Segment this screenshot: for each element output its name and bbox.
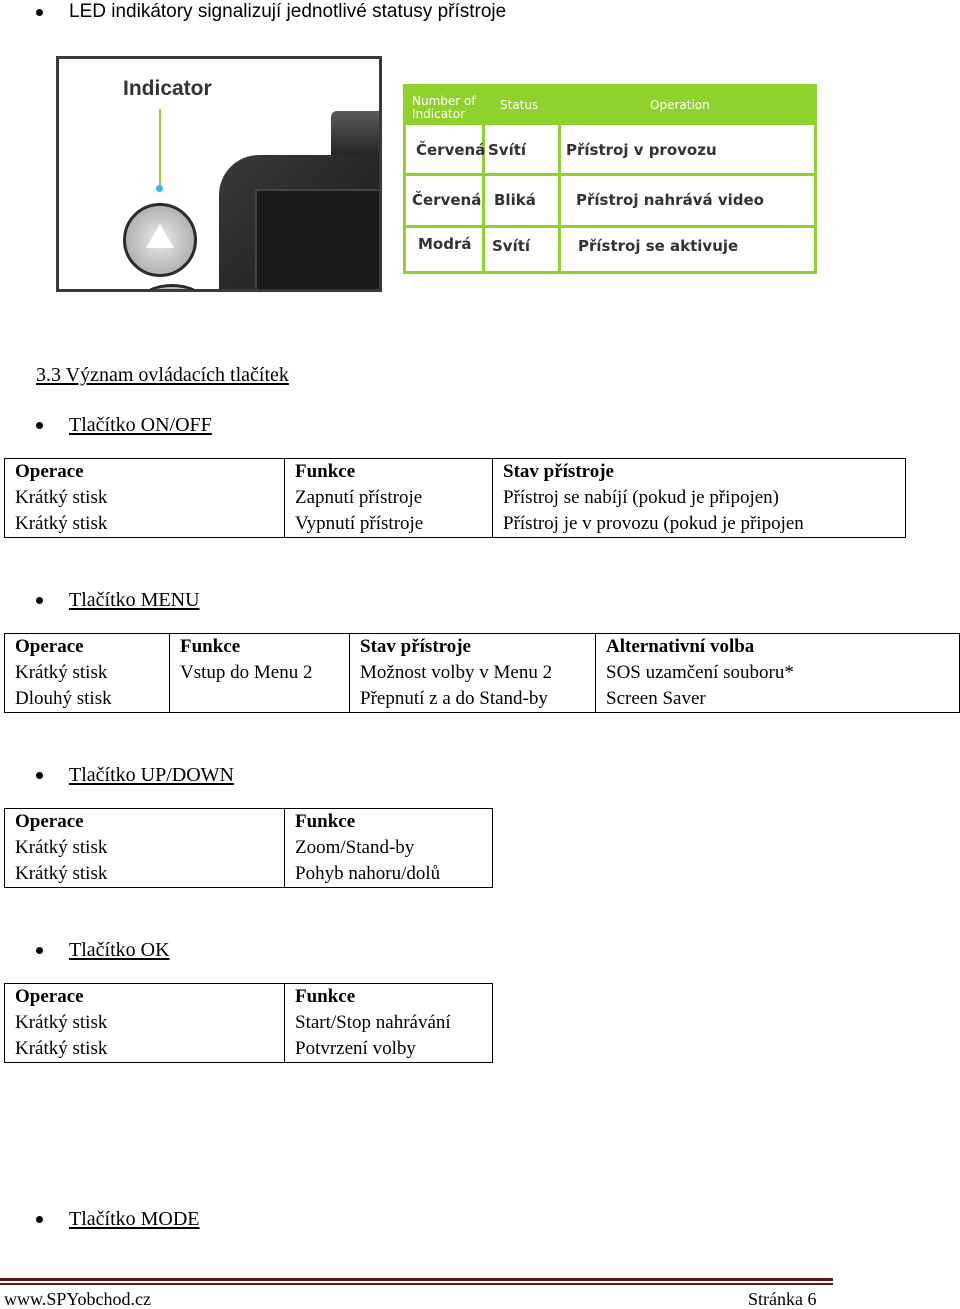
table-header-cell: Operace bbox=[5, 809, 285, 836]
bullet-icon bbox=[36, 772, 43, 779]
footer-website: www.SPYobchod.cz bbox=[4, 1289, 152, 1309]
footer-rule bbox=[0, 1278, 833, 1281]
indicator-divider bbox=[558, 87, 561, 271]
indicator-cell: Modrá bbox=[418, 235, 472, 253]
table-cell: Screen Saver bbox=[596, 686, 960, 713]
ok-table bbox=[4, 983, 493, 1063]
table-cell: Pohyb nahoru/dolů bbox=[285, 861, 493, 888]
footer-rule bbox=[0, 1283, 833, 1285]
device-screen bbox=[255, 189, 382, 292]
table-header-cell: Operace bbox=[5, 459, 285, 486]
table-header-row bbox=[5, 809, 493, 836]
table-cell: Přístroj se nabíjí (pokud je připojen) bbox=[493, 485, 906, 511]
table-row bbox=[5, 511, 906, 538]
up-down-heading bbox=[36, 762, 234, 788]
table-header-cell: Funkce bbox=[285, 459, 493, 486]
up-down-table bbox=[4, 808, 493, 888]
intro-bullet-text: LED indikátory signalizují jednotlivé statusy přístroje bbox=[69, 1, 507, 22]
intro-bullet bbox=[36, 0, 506, 24]
bullet-icon bbox=[36, 1216, 43, 1223]
table-cell: Přepnutí z a do Stand-by bbox=[350, 686, 596, 713]
table-cell: Přístroj je v provozu (pokud je připojen bbox=[493, 511, 906, 538]
table-header-cell: Stav přístroje bbox=[350, 634, 596, 661]
indicator-cell: Přístroj se aktivuje bbox=[578, 237, 739, 255]
table-cell: Zoom/Stand-by bbox=[285, 835, 493, 861]
table-row bbox=[5, 835, 493, 861]
table-cell: Start/Stop nahrávání bbox=[285, 1010, 493, 1036]
table-header-row bbox=[5, 984, 493, 1011]
ok-button-icon bbox=[123, 203, 197, 277]
table-cell: SOS uzamčení souboru* bbox=[596, 660, 960, 686]
indicator-header-number: Number of Indicator bbox=[412, 94, 476, 121]
indicator-cell: Červená bbox=[412, 191, 482, 209]
table-cell: Krátký stisk bbox=[5, 511, 285, 538]
indicator-table-image bbox=[403, 84, 817, 274]
indicator-divider bbox=[482, 87, 485, 271]
table-cell: Zapnutí přístroje bbox=[285, 485, 493, 511]
on-off-title: Tlačítko ON/OFF bbox=[69, 413, 212, 436]
table-header-cell: Operace bbox=[5, 634, 170, 661]
table-row bbox=[5, 1010, 493, 1036]
table-cell: Krátký stisk bbox=[5, 1036, 285, 1063]
table-row bbox=[5, 861, 493, 888]
table-header-cell: Operace bbox=[5, 984, 285, 1011]
menu-title: Tlačítko MENU bbox=[69, 588, 200, 611]
indicator-cell: Bliká bbox=[494, 191, 536, 209]
table-header-cell: Funkce bbox=[285, 809, 493, 836]
table-cell: Krátký stisk bbox=[5, 861, 285, 888]
indicator-header-status: Status bbox=[500, 98, 539, 112]
indicator-label: Indicator bbox=[123, 77, 212, 100]
menu-heading bbox=[36, 587, 200, 613]
table-cell: Krátký stisk bbox=[5, 485, 285, 511]
triangle-icon bbox=[146, 224, 174, 248]
led-icon bbox=[156, 185, 163, 192]
indicator-cell: Přístroj nahrává video bbox=[576, 191, 764, 209]
table-cell: Krátký stisk bbox=[5, 1010, 285, 1036]
on-off-table bbox=[4, 458, 906, 538]
indicator-divider bbox=[406, 225, 814, 228]
bullet-icon bbox=[36, 422, 43, 429]
indicator-header-operation: Operation bbox=[650, 98, 710, 112]
table-cell: Možnost volby v Menu 2 bbox=[350, 660, 596, 686]
indicator-cell: Svítí bbox=[488, 141, 527, 159]
footer-page-number: Stránka 6 bbox=[748, 1289, 817, 1309]
table-header-cell: Funkce bbox=[285, 984, 493, 1011]
menu-table bbox=[4, 633, 960, 713]
table-row bbox=[5, 1036, 493, 1063]
table-row bbox=[5, 686, 960, 713]
mode-heading bbox=[36, 1206, 200, 1232]
table-cell bbox=[170, 686, 350, 713]
up-down-title: Tlačítko UP/DOWN bbox=[69, 763, 234, 786]
ok-heading bbox=[36, 937, 170, 963]
table-cell: Vstup do Menu 2 bbox=[170, 660, 350, 686]
indicator-pointer-line bbox=[159, 109, 161, 187]
table-cell: Krátký stisk bbox=[5, 660, 170, 686]
table-cell: Dlouhý stisk bbox=[5, 686, 170, 713]
ok-title: Tlačítko OK bbox=[69, 938, 170, 961]
table-header-row bbox=[5, 634, 960, 661]
table-header-cell: Alternativní volba bbox=[596, 634, 960, 661]
table-cell: Vypnutí přístroje bbox=[285, 511, 493, 538]
table-header-cell: Funkce bbox=[170, 634, 350, 661]
table-header-row bbox=[5, 459, 906, 486]
device-top-button bbox=[331, 111, 382, 161]
bullet-icon bbox=[36, 597, 43, 604]
bullet-icon bbox=[36, 947, 43, 954]
device-image bbox=[56, 56, 382, 292]
down-button-icon bbox=[139, 284, 205, 292]
table-cell: Potvrzení volby bbox=[285, 1036, 493, 1063]
table-row bbox=[5, 660, 960, 686]
table-header-cell: Stav přístroje bbox=[493, 459, 906, 486]
table-row bbox=[5, 485, 906, 511]
indicator-divider bbox=[406, 173, 814, 176]
indicator-cell: Červená bbox=[416, 141, 486, 159]
bullet-icon bbox=[36, 9, 43, 16]
indicator-cell: Svítí bbox=[492, 237, 531, 255]
mode-title: Tlačítko MODE bbox=[69, 1207, 200, 1230]
on-off-heading bbox=[36, 412, 212, 438]
section-title: 3.3 Význam ovládacích tlačítek bbox=[36, 364, 289, 386]
indicator-cell: Přístroj v provozu bbox=[566, 141, 717, 159]
table-cell: Krátký stisk bbox=[5, 835, 285, 861]
